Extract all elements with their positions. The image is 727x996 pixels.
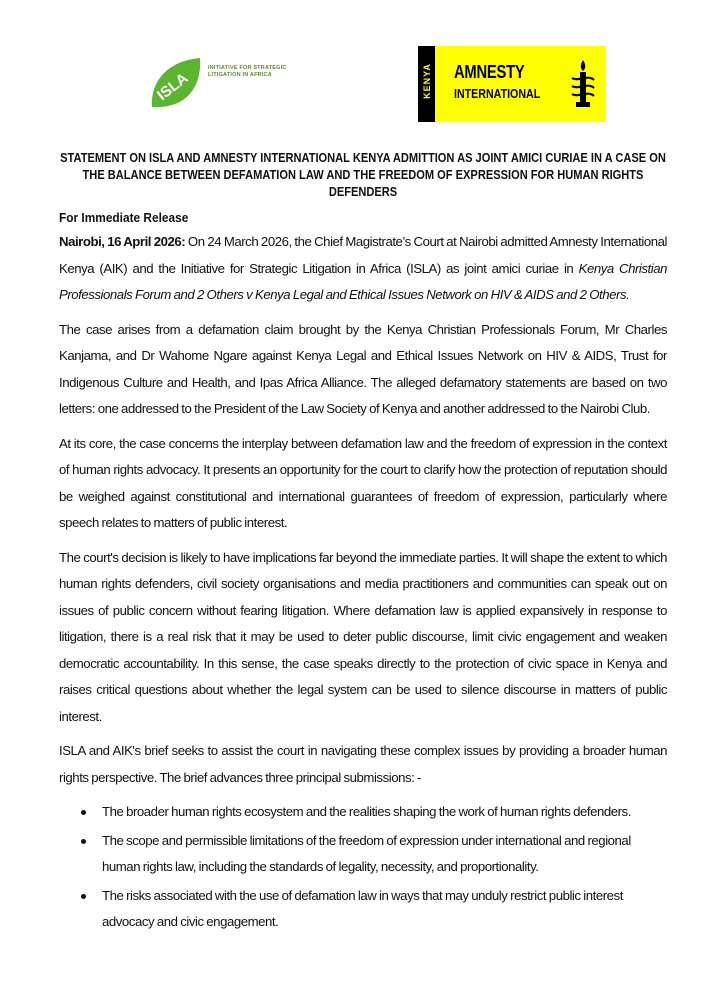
dateline: Nairobi, 16 April 2026: [59,234,186,249]
amnesty-logo [418,46,606,122]
candle-barbed-wire-icon [568,58,598,110]
release-label: For Immediate Release [59,210,189,225]
paragraph: The case arises from a defamation claim brought by the Kenya Christian Professionals Forum, Mr Charles Kanjama, and Dr Wahome Ngare against Kenya Legal and Ethical Issues Network on HIV & AIDS, Trust for Indigenous Culture and Health, and Ipas Africa Alliance. The alleged defamatory statements are based on two letters: one addressed to the President of the Law Society of Kenya and another addressed to the Nairobi Club. [59,321,667,416]
submissions-list [59,799,667,936]
paragraph: The court's decision is likely to have implications far beyond the immediate parties. It will shape the extent to which human rights defenders, civil society organisations and media practitioners and communities can speak out on issues of public concern without fearing litigation. Where defamation law is applied expansively in response to litigation, there is a real risk that it may be used to deter public discourse, limit civic engagement and weaken democratic accountability. In this sense, the case speaks directly to the protection of civic space in Kenya and raises critical questions about whether the legal system can be used to silence discourse in matters of public interest. [59,549,667,724]
amnesty-side-text: KENYA [422,63,432,99]
press-statement [59,150,667,938]
isla-mark-text: ISLA [153,69,192,105]
list-item: The risks associated with the use of defamation law in ways that may unduly restrict public interest advocacy and civic engagement. [59,883,667,936]
amnesty-word-amnesty: AMNESTY [454,62,525,82]
case-name: Kenya Christian Professionals Forum and 2 Others v Kenya Legal and Ethical Issues Network on HIV & AIDS and 2 Others. [59,260,667,302]
isla-tagline [208,65,287,79]
isla-tagline-line2: LITIGATION IN AFRICA [208,72,272,78]
isla-tagline-line1: INITIATIVE FOR STRATEGIC [208,65,287,71]
amnesty-word-international: INTERNATIONAL [454,86,541,101]
isla-leaf-icon [148,55,204,113]
intro-text: On 24 March 2026, the Chief Magistrate’s Court at Nairobi admitted Amnesty International Kenya (AIK) and the Initiative for Strategic Litigation in Africa (ISLA) as joint amici curiae in [59,234,667,276]
amnesty-side-strip [418,46,435,122]
statement-headline: STATEMENT ON ISLA AND AMNESTY INTERNATIONAL KENYA ADMITTION AS JOINT AMICI CURIAE IN A CASE ON THE BALANCE BETWEEN DEFAMATION LAW AND THE FREEDOM OF EXPRESSION FOR HUMAN RIGHTS DEFENDERS [60,151,666,199]
list-item: The broader human rights ecosystem and the realities shaping the work of human rights defenders. [59,799,667,826]
paragraph: ISLA and AIK's brief seeks to assist the court in navigating these complex issues by providing a broader human rights perspective. The brief advances three principal submissions: - [59,743,667,785]
intro-paragraph [59,229,667,309]
isla-logo [148,55,288,113]
paragraph: At its core, the case concerns the interplay between defamation law and the freedom of expression in the context of human rights advocacy. It presents an opportunity for the court to clarify how the protection of reputation should be weighed against constitutional and international guarantees of freedom of expression, particularly where speech relates to matters of public interest. [59,435,667,530]
list-item: The scope and permissible limitations of the freedom of expression under international and regional human rights law, including the standards of legality, necessity, and proportionality. [59,828,667,881]
